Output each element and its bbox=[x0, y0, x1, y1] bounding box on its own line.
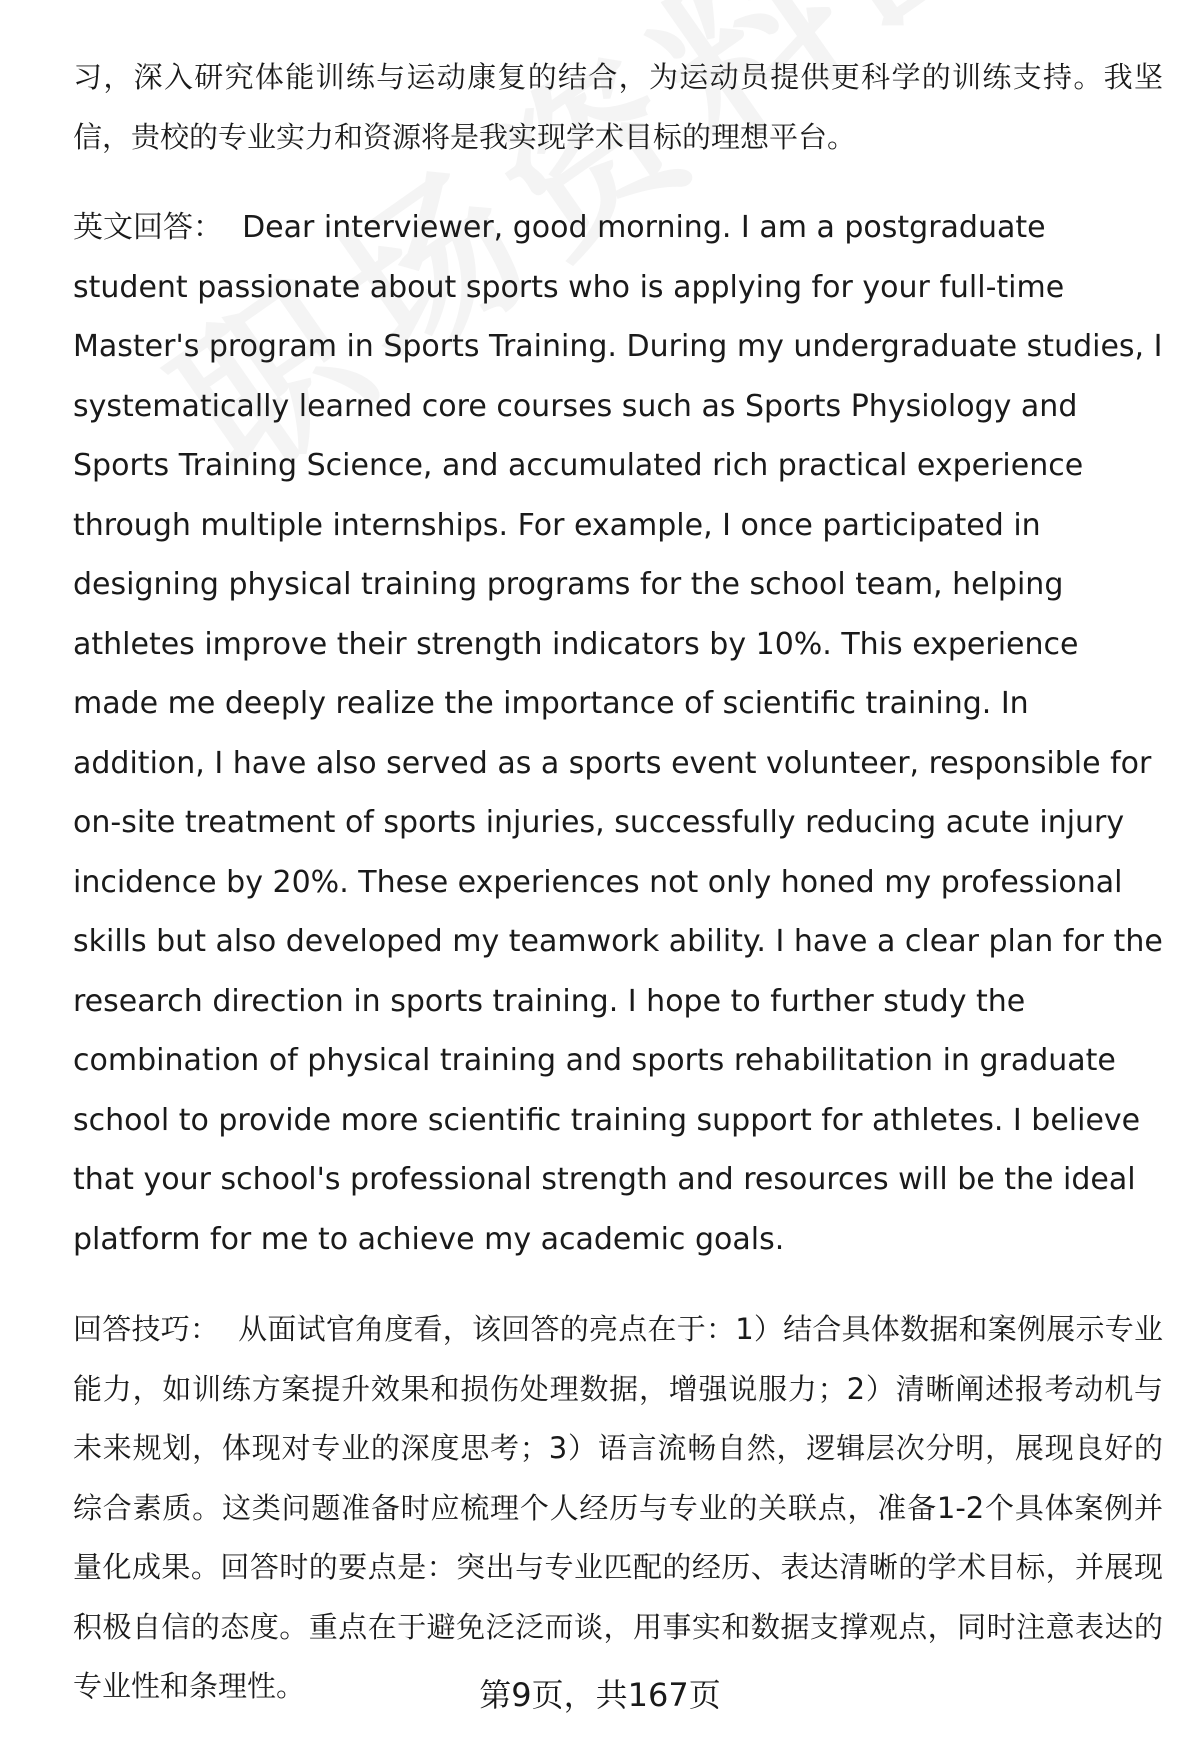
page-number-footer: 第9页，共167页 bbox=[479, 1676, 721, 1714]
answer-tips-text: 从面试官角度看，该回答的亮点在于：1）结合具体数据和案例展示专业能力，如训练方案提升效果和损伤处理数据，增强说服力；2）清晰阐述报考动机与未来规划，体现对专业的深度思考；3）语言流畅自然，逻辑层次分明，展现良好的综合素质。这类问题准备时应梳理个人经历与专业的关联点，准备1-2个具体案例并量化成果。回答时的要点是：突出与专业匹配的经历、表达清晰的学术目标，并展现积极自信的态度。重点在于避免泛泛而谈，用事实和数据支撑观点，同时注意表达的专业性和条理性。 bbox=[73, 1312, 1163, 1703]
paragraph-english-answer bbox=[73, 198, 1163, 1269]
english-answer-label: 英文回答： bbox=[73, 210, 223, 245]
answer-tips-label: 回答技巧： bbox=[73, 1312, 220, 1346]
paragraph-gap bbox=[73, 1269, 1163, 1300]
paragraph-answer-tips bbox=[73, 1300, 1163, 1717]
english-answer-text: Dear interviewer, good morning. I am a postgraduate student passionate about sports who is applying for your full-time Master's program in Sports Training. During my undergraduate studies, I systematically learned core courses such as Sports Physiology and Sports Training Science, and accumulated rich practical experience through multiple internships. For example, I once participated in designing physical training programs for the school team, helping athletes improve their strength indicators by 10%. This experience made me deeply realize the importance of scientific training. In addition, I have also served as a sports event volunteer, responsible for on-site treatment of sports injuries, successfully reducing acute injury incidence by 20%. These experiences not only honed my professional skills but also developed my teamwork ability. I have a clear plan for the research direction in sports training. I hope to further study the combination of physical training and sports rehabilitation in graduate school to provide more scientific training support for athletes. I believe that your school's professional strength and resources will be the ideal platform for me to achieve my academic goals. bbox=[73, 210, 1163, 1257]
paragraph-gap bbox=[73, 167, 1163, 198]
document-body bbox=[73, 48, 1163, 1717]
paragraph-chinese-answer-end: 习，深入研究体能训练与运动康复的结合，为运动员提供更科学的训练支持。我坚信，贵校的专业实力和资源将是我实现学术目标的理想平台。 bbox=[73, 60, 1163, 154]
